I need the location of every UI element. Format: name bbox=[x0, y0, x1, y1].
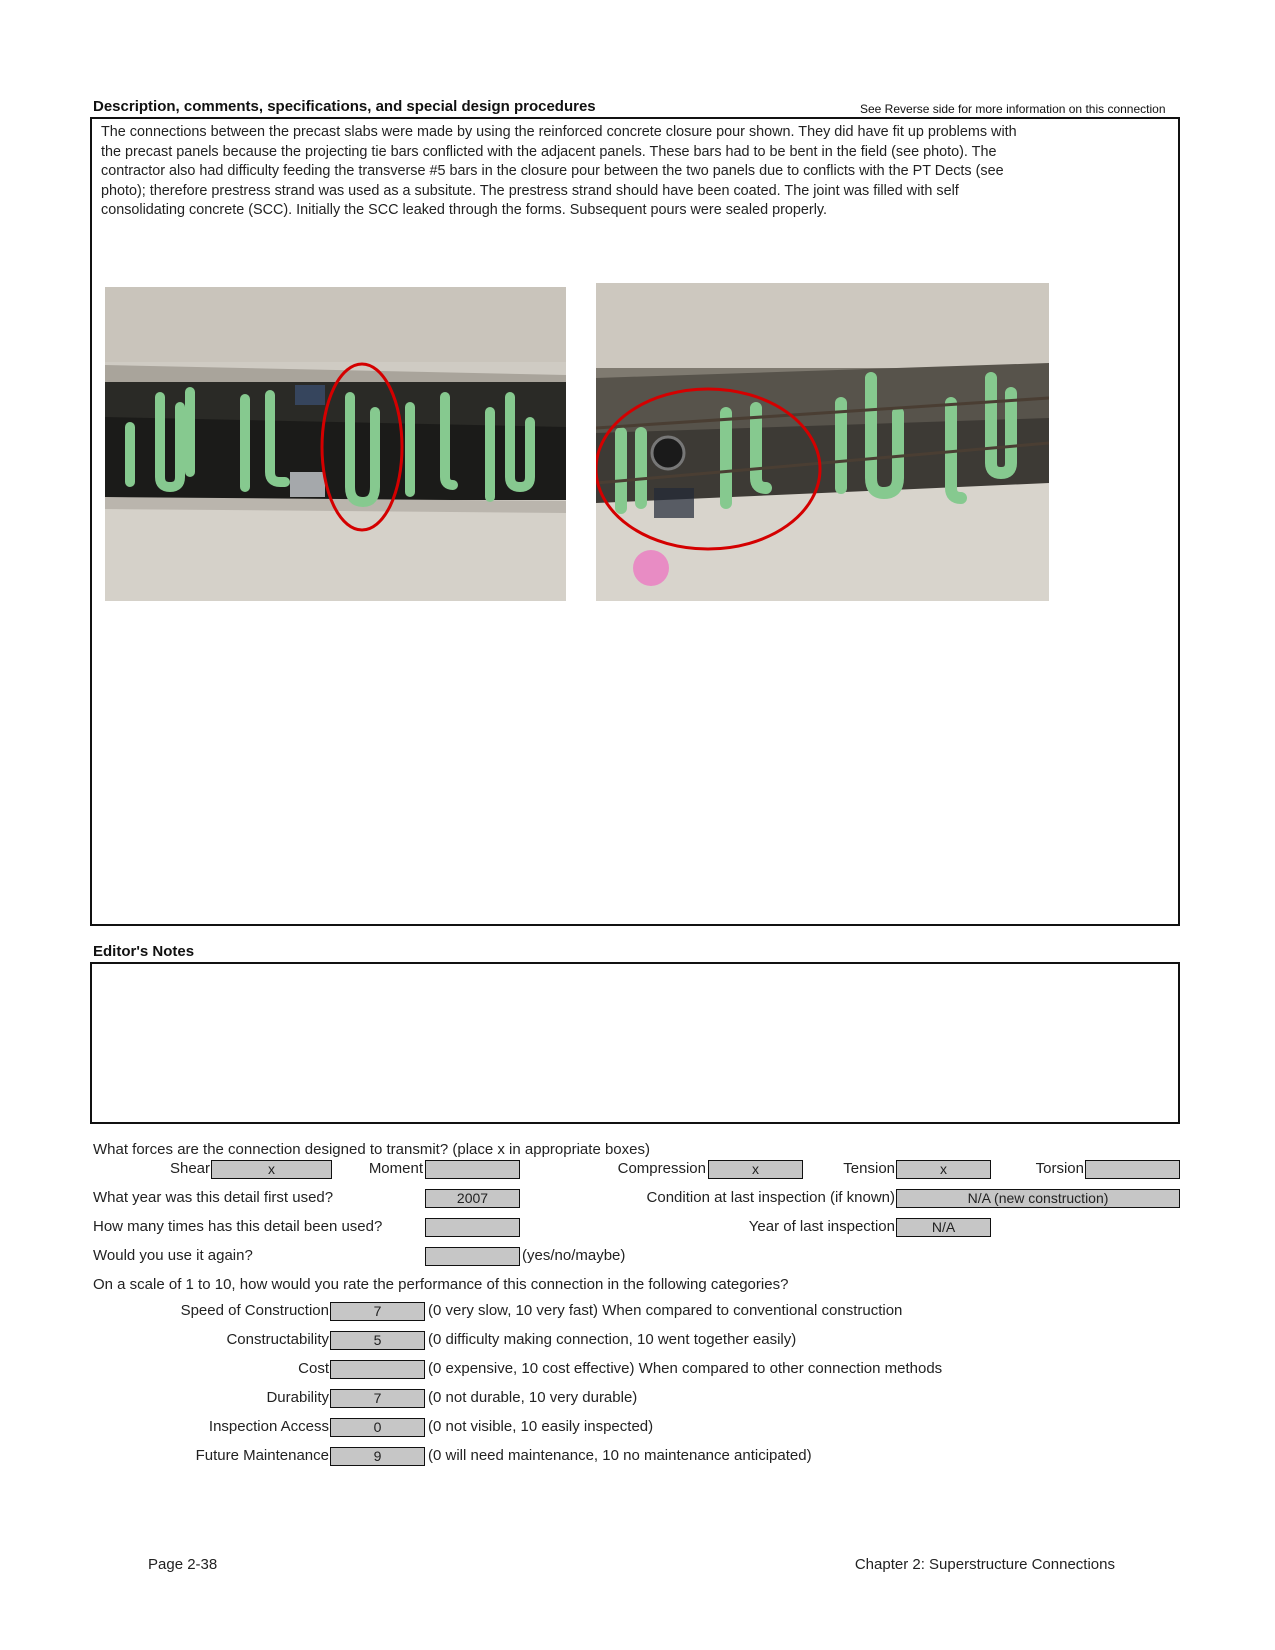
rating-field-inspection-access[interactable]: 0 bbox=[330, 1418, 425, 1437]
rating-note-constructability: (0 difficulty making connection, 10 went together easily) bbox=[428, 1331, 797, 1348]
description-line: photo); therefore prestress strand was used as a subsitute. The prestress strand should have been coated. The joint was filled with self bbox=[101, 182, 959, 199]
rating-field-speed[interactable]: 7 bbox=[330, 1302, 425, 1321]
rating-field-cost[interactable] bbox=[330, 1360, 425, 1379]
description-heading: Description, comments, specifications, and special design procedures bbox=[93, 98, 596, 115]
closure-pour-photo-1 bbox=[105, 287, 566, 601]
editors-notes-heading: Editor's Notes bbox=[93, 943, 195, 960]
ratings-question: On a scale of 1 to 10, how would you rate the performance of this connection in the following categories? bbox=[93, 1276, 789, 1293]
shear-field[interactable]: x bbox=[211, 1160, 332, 1179]
torsion-label: Torsion bbox=[1035, 1160, 1084, 1177]
rating-label-future-maintenance: Future Maintenance bbox=[195, 1447, 329, 1464]
rating-note-speed: (0 very slow, 10 very fast) When compared to conventional construction bbox=[428, 1302, 903, 1319]
reverse-side-note: See Reverse side for more information on this connection bbox=[860, 102, 1166, 116]
use-again-question: Would you use it again? bbox=[93, 1247, 253, 1264]
times-used-question: How many times has this detail been used? bbox=[93, 1218, 383, 1235]
description-line: consolidating concrete (SCC). Initially the SCC leaked through the forms. Subsequent pours were sealed properly. bbox=[101, 202, 828, 218]
condition-field[interactable]: N/A (new construction) bbox=[896, 1189, 1180, 1208]
rating-label-inspection-access: Inspection Access bbox=[208, 1418, 329, 1435]
forces-question: What forces are the connection designed to transmit? (place x in appropriate boxes) bbox=[93, 1141, 650, 1158]
use-again-field[interactable] bbox=[425, 1247, 520, 1266]
rating-note-cost: (0 expensive, 10 cost effective) When compared to other connection methods bbox=[428, 1360, 943, 1377]
times-used-field[interactable] bbox=[425, 1218, 520, 1237]
compression-field[interactable]: x bbox=[708, 1160, 803, 1179]
year-first-used-question: What year was this detail first used? bbox=[93, 1189, 334, 1206]
rating-field-future-maintenance[interactable]: 9 bbox=[330, 1447, 425, 1466]
use-again-hint: (yes/no/maybe) bbox=[522, 1247, 626, 1264]
shear-label: Shear bbox=[169, 1160, 210, 1177]
closure-pour-photo-2 bbox=[596, 283, 1049, 601]
chapter-title: Chapter 2: Superstructure Connections bbox=[854, 1556, 1115, 1573]
year-last-inspection-label: Year of last inspection bbox=[748, 1218, 895, 1235]
rating-note-durability: (0 not durable, 10 very durable) bbox=[428, 1389, 638, 1406]
tension-label: Tension bbox=[843, 1160, 895, 1177]
rating-note-inspection-access: (0 not visible, 10 easily inspected) bbox=[428, 1418, 654, 1435]
rating-label-cost: Cost bbox=[298, 1360, 329, 1377]
condition-label: Condition at last inspection (if known) bbox=[646, 1189, 895, 1206]
rating-label-constructability: Constructability bbox=[226, 1331, 329, 1348]
description-text bbox=[101, 123, 1017, 221]
description-line: contractor also had difficulty feeding the transverse #5 bars in the closure pour between the two panels due to conflicts with the PT Dects (see bbox=[101, 163, 1004, 179]
description-line: the precast panels because the projecting tie bars conflicted with the adjacent panels. These bars had to be bent in the field (see photo). The bbox=[101, 143, 997, 160]
tension-field[interactable]: x bbox=[896, 1160, 991, 1179]
page-number: Page 2-38 bbox=[148, 1556, 218, 1573]
rating-label-durability: Durability bbox=[266, 1389, 329, 1406]
rating-label-speed: Speed of Construction bbox=[180, 1302, 329, 1319]
rating-field-durability[interactable]: 7 bbox=[330, 1389, 425, 1408]
description-line: The connections between the precast slabs were made by using the reinforced concrete closure pour shown. They did have fit up problems with bbox=[101, 124, 1017, 140]
editors-notes-box bbox=[90, 962, 1180, 1124]
moment-label: Moment bbox=[368, 1160, 423, 1177]
compression-label: Compression bbox=[617, 1160, 706, 1177]
rating-note-future-maintenance: (0 will need maintenance, 10 no maintenance anticipated) bbox=[428, 1447, 812, 1464]
torsion-field[interactable] bbox=[1085, 1160, 1180, 1179]
rating-field-constructability[interactable]: 5 bbox=[330, 1331, 425, 1350]
year-last-inspection-field[interactable]: N/A bbox=[896, 1218, 991, 1237]
year-first-used-field[interactable]: 2007 bbox=[425, 1189, 520, 1208]
moment-field[interactable] bbox=[425, 1160, 520, 1179]
description-box bbox=[90, 117, 1180, 926]
